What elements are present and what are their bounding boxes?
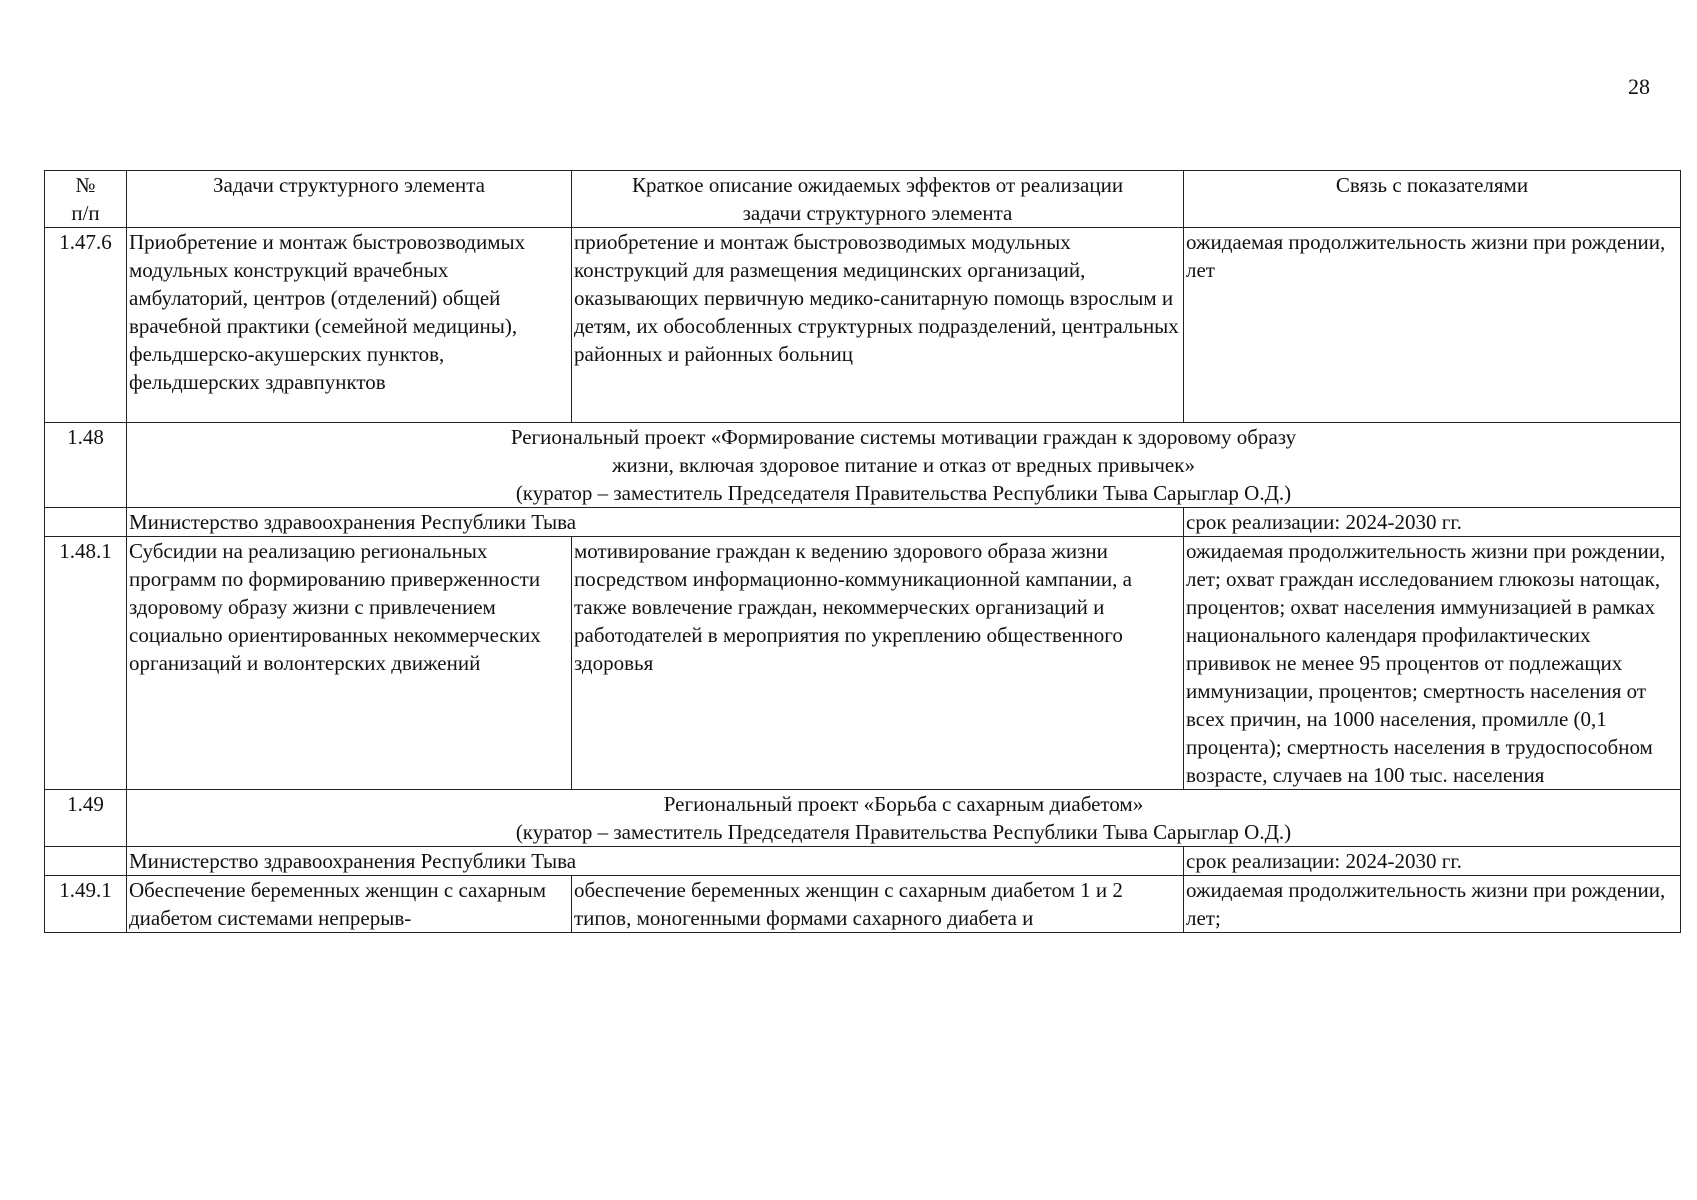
table-row <box>45 537 1681 790</box>
row-task: Приобретение и монтаж быстровозводимых модульных конструкций врачебных амбулаторий, центров (отделений) общей врачебной практики (семейной медицины), фельдшерско-акушерских пунктов, фельдшерских здравпунктов <box>127 228 572 423</box>
row-indicators: ожидаемая продолжительность жизни при рождении, лет <box>1184 228 1681 423</box>
project-row <box>45 790 1681 847</box>
table-row <box>45 876 1681 933</box>
table-header-row <box>45 171 1681 228</box>
row-effect: мотивирование граждан к ведению здорового образа жизни посредством информационно-коммуникационной кампании, а также вовлечение граждан, некоммерческих организаций и работодателей в мероприятия по укреплению общественного здоровья <box>572 537 1184 790</box>
row-task: Субсидии на реализацию региональных программ по формированию приверженности здоровому образу жизни с привлечением социально ориентированных некоммерческих организаций и волонтерских движений <box>127 537 572 790</box>
row-effect: обеспечение беременных женщин с сахарным диабетом 1 и 2 типов, моногенными формами сахарного диабета и <box>572 876 1184 933</box>
row-number: 1.47.6 <box>45 228 127 423</box>
row-number: 1.48.1 <box>45 537 127 790</box>
project-title-line1: Региональный проект «Формирование системы мотивации граждан к здоровому образу <box>510 425 1297 449</box>
project-title-line1: Региональный проект «Борьба с сахарным диабетом» <box>663 792 1144 816</box>
header-number <box>45 171 127 228</box>
header-tasks: Задачи структурного элемента <box>127 171 572 228</box>
header-effects <box>572 171 1184 228</box>
row-indicators: ожидаемая продолжительность жизни при рождении, лет; охват граждан исследованием глюкозы натощак, процентов; охват населения иммунизацией в рамках национального календаря профилактических прививок не менее 95 процентов от подлежащих иммунизации, процентов; смертность населения от всех причин, на 1000 населения, промилле (0,1 процента); смертность населения в трудоспособном возрасте, случаев на 100 тыс. населения <box>1184 537 1681 790</box>
ministry-name: Министерство здравоохранения Республики Тыва <box>127 847 1184 876</box>
ministry-row <box>45 847 1681 876</box>
implementation-term: срок реализации: 2024-2030 гг. <box>1184 847 1681 876</box>
table-row <box>45 228 1681 423</box>
project-title <box>127 423 1681 508</box>
empty-cell <box>45 847 127 876</box>
header-number-line2: п/п <box>71 201 100 225</box>
ministry-name: Министерство здравоохранения Республики Тыва <box>127 508 1184 537</box>
row-indicators: ожидаемая продолжительность жизни при рождении, лет; <box>1184 876 1681 933</box>
header-indicators: Связь с показателями <box>1184 171 1681 228</box>
document-table <box>44 170 1681 933</box>
row-effect: приобретение и монтаж быстровозводимых модульных конструкций для размещения медицинских организаций, оказывающих первичную медико-санитарную помощь взрослым и детям, их обособленных структурных подразделений, центральных районных и районных больниц <box>572 228 1184 423</box>
empty-cell <box>45 508 127 537</box>
ministry-row <box>45 508 1681 537</box>
project-title-line2: жизни, включая здоровое питание и отказ от вредных привычек» <box>612 453 1195 477</box>
row-task: Обеспечение беременных женщин с сахарным диабетом системами непрерыв- <box>127 876 572 933</box>
project-title <box>127 790 1681 847</box>
project-number: 1.49 <box>45 790 127 847</box>
project-curator: (куратор – заместитель Председателя Правительства Республики Тыва Сарыглар О.Д.) <box>515 820 1292 844</box>
header-number-line1: № <box>75 173 96 197</box>
project-curator: (куратор – заместитель Председателя Правительства Республики Тыва Сарыглар О.Д.) <box>515 481 1292 505</box>
project-row <box>45 423 1681 508</box>
row-number: 1.49.1 <box>45 876 127 933</box>
header-effects-line2: задачи структурного элемента <box>742 201 1013 225</box>
implementation-term: срок реализации: 2024-2030 гг. <box>1184 508 1681 537</box>
header-effects-line1: Краткое описание ожидаемых эффектов от реализации <box>631 173 1124 197</box>
page-number: 28 <box>1628 74 1650 99</box>
project-number: 1.48 <box>45 423 127 508</box>
